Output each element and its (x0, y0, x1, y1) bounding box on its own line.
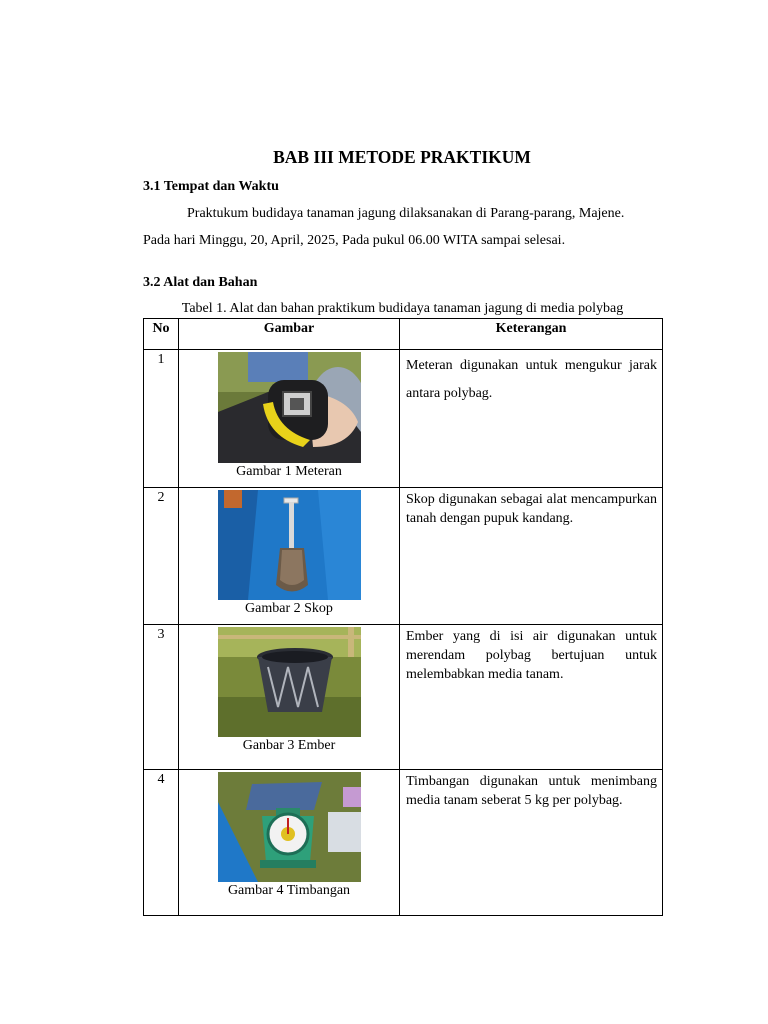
image-cell (179, 488, 400, 625)
table-caption: Tabel 1. Alat dan bahan praktikum budidaya tanaman jagung di media polybag (181, 301, 624, 316)
header-keterangan: Keterangan (400, 319, 663, 350)
section-heading-tempat-waktu: 3.1 Tempat dan Waktu (143, 179, 279, 194)
tools-table (143, 318, 663, 916)
image-caption: Gambar 2 Skop (245, 601, 333, 616)
image-cell (179, 770, 400, 916)
description-cell: Skop digunakan sebagai alat mencampurkan tanah dengan pupuk kandang. (400, 488, 663, 625)
shovel-photo (218, 490, 361, 600)
image-caption: Gambar 4 Timbangan (227, 883, 351, 898)
chapter-title: BAB III METODE PRAKTIKUM (273, 147, 531, 167)
description-cell: Timbangan digunakan untuk menimbang media tanam seberat 5 kg per polybag. (400, 770, 663, 916)
row-number: 2 (144, 488, 179, 625)
measuring-tape-photo (218, 352, 361, 463)
table-row (144, 488, 663, 625)
table-row (144, 770, 663, 916)
row-number: 4 (144, 770, 179, 916)
bucket-photo (218, 627, 361, 737)
section-heading-alat-bahan: 3.2 Alat dan Bahan (143, 275, 258, 290)
description-cell: Meteran digunakan untuk mengukur jarak antara polybag. (400, 350, 663, 488)
image-cell (179, 625, 400, 770)
paragraph-line-2: Pada hari Minggu, 20, April, 2025, Pada pukul 06.00 WITA sampai selesai. (143, 233, 566, 248)
image-caption: Gambar 1 Meteran (236, 464, 342, 479)
image-caption: Ganbar 3 Ember (242, 738, 336, 753)
paragraph-line-1: Praktukum budidaya tanaman jagung dilaksanakan di Parang-parang, Majene. (187, 206, 625, 221)
row-number: 3 (144, 625, 179, 770)
image-cell (179, 350, 400, 488)
header-gambar: Gambar (179, 319, 400, 350)
description-cell: Ember yang di isi air digunakan untuk merendam polybag bertujuan untuk melembabkan media tanam. (400, 625, 663, 770)
scale-photo (218, 772, 361, 882)
row-number: 1 (144, 350, 179, 488)
table-header-row (144, 319, 663, 350)
table-row (144, 625, 663, 770)
table-row (144, 350, 663, 488)
header-no: No (144, 319, 179, 350)
